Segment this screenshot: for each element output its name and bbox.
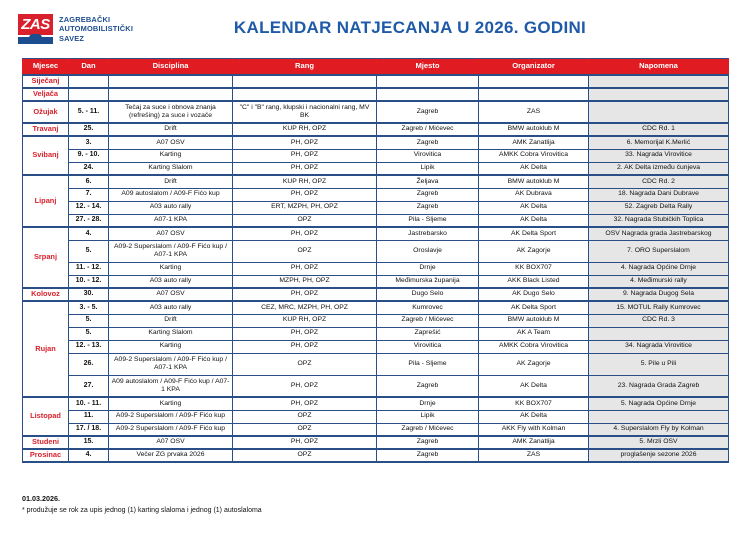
- disciplina-cell: A07-1 KPA: [109, 214, 233, 227]
- month-cell: Ožujak: [23, 101, 69, 123]
- rang-cell: MZPH, PH, OPZ: [233, 275, 377, 288]
- mjesto-cell: Zagreb: [377, 201, 479, 214]
- table-row: [23, 397, 729, 410]
- table-row: [23, 262, 729, 275]
- disciplina-cell: A09-2 Superslalom / A09-F Fićo kup: [109, 410, 233, 423]
- rang-cell: KUP RH, OPZ: [233, 175, 377, 188]
- table-head: [23, 59, 729, 76]
- day-cell: 5.: [69, 327, 109, 340]
- table-row: [23, 353, 729, 375]
- napomena-cell: OSV Nagrada grada Jastrebarskog: [589, 227, 729, 240]
- day-cell: 12. - 13.: [69, 340, 109, 353]
- napomena-cell: [589, 75, 729, 88]
- napomena-cell: 52. Zagreb Delta Rally: [589, 201, 729, 214]
- page-title: KALENDAR NATJECANJA U 2026. GODINI: [233, 17, 587, 37]
- day-cell: [69, 88, 109, 101]
- organizator-cell: AMK Zanatlija: [479, 436, 589, 449]
- col-header-mjesto: Mjesto: [377, 59, 479, 76]
- disciplina-cell: A09 autoslalom / A09-F Fićo kup / A07-1 KPA: [109, 375, 233, 397]
- table-row: [23, 101, 729, 123]
- disciplina-cell: Drift: [109, 123, 233, 136]
- mjesto-cell: Zaprešić: [377, 327, 479, 340]
- organizator-cell: AKK Black Listed: [479, 275, 589, 288]
- day-cell: 3. - 5.: [69, 301, 109, 314]
- disciplina-cell: A07 OSV: [109, 288, 233, 301]
- mjesto-cell: Zagreb / Mićevec: [377, 423, 479, 436]
- organizator-cell: AK Delta: [479, 410, 589, 423]
- table-row: [23, 149, 729, 162]
- organizator-cell: AK Delta Sport: [479, 227, 589, 240]
- organizator-cell: ZAS: [479, 101, 589, 123]
- organizator-cell: AK Delta: [479, 375, 589, 397]
- disciplina-cell: A09-2 Superslalom / A09-F Fićo kup / A07-1 KPA: [109, 353, 233, 375]
- day-cell: 26.: [69, 353, 109, 375]
- rang-cell: PH, OPZ: [233, 327, 377, 340]
- footer-note: * produžuje se rok za upis jednog (1) karting slaloma i jednog (1) autoslaloma: [22, 507, 262, 514]
- mjesto-cell: Pila - Sljeme: [377, 214, 479, 227]
- rang-cell: PH, OPZ: [233, 436, 377, 449]
- table-row: [23, 162, 729, 175]
- table-row: [23, 340, 729, 353]
- day-cell: [69, 75, 109, 88]
- col-header-dan: Dan: [69, 59, 109, 76]
- table-row: [23, 136, 729, 149]
- logo-zas-text: ZAS: [21, 16, 50, 33]
- month-cell: Srpanj: [23, 227, 69, 288]
- day-cell: 15.: [69, 436, 109, 449]
- napomena-cell: [589, 410, 729, 423]
- day-cell: 17. / 18.: [69, 423, 109, 436]
- napomena-cell: 5. Pile u Pili: [589, 353, 729, 375]
- napomena-cell: 7. ORO Superslalom: [589, 240, 729, 262]
- logo-line-1: ZAGREBAČKI: [59, 15, 111, 25]
- rang-cell: OPZ: [233, 240, 377, 262]
- month-cell: Siječanj: [23, 75, 69, 88]
- disciplina-cell: A07 OSV: [109, 436, 233, 449]
- mjesto-cell: Zagreb: [377, 375, 479, 397]
- day-cell: 27. - 28.: [69, 214, 109, 227]
- mjesto-cell: Drnje: [377, 397, 479, 410]
- day-cell: 5.: [69, 240, 109, 262]
- col-header-mjesec: Mjesec: [23, 59, 69, 76]
- mjesto-cell: Pila - Sljeme: [377, 353, 479, 375]
- month-cell: Kolovoz: [23, 288, 69, 301]
- rang-cell: OPZ: [233, 353, 377, 375]
- disciplina-cell: [109, 88, 233, 101]
- organizator-cell: [479, 75, 589, 88]
- day-cell: 12. - 14.: [69, 201, 109, 214]
- month-cell: Svibanj: [23, 136, 69, 175]
- napomena-cell: 4. Međimurski rally: [589, 275, 729, 288]
- day-cell: 5.: [69, 314, 109, 327]
- organizator-cell: AK Zagorje: [479, 240, 589, 262]
- rang-cell: KUP RH, OPZ: [233, 314, 377, 327]
- day-cell: 11. - 12.: [69, 262, 109, 275]
- calendar-table: [22, 58, 729, 463]
- zas-logo: [18, 14, 133, 44]
- day-cell: 7.: [69, 188, 109, 201]
- rang-cell: PH, OPZ: [233, 162, 377, 175]
- rang-cell: OPZ: [233, 214, 377, 227]
- disciplina-cell: Karting: [109, 149, 233, 162]
- napomena-cell: [589, 88, 729, 101]
- napomena-cell: 15. MOTUL Rally Kumrovec: [589, 301, 729, 314]
- disciplina-cell: A07 OSV: [109, 136, 233, 149]
- mjesto-cell: [377, 75, 479, 88]
- mjesto-cell: Zagreb: [377, 136, 479, 149]
- col-header-napomena: Napomena: [589, 59, 729, 76]
- napomena-cell: 2. AK Delta između čunjeva: [589, 162, 729, 175]
- day-cell: 27.: [69, 375, 109, 397]
- disciplina-cell: Karting: [109, 397, 233, 410]
- rang-cell: PH, OPZ: [233, 340, 377, 353]
- zas-logo-mark-icon: [18, 14, 53, 44]
- organizator-cell: AK Delta: [479, 201, 589, 214]
- organizator-cell: AK Dugo Selo: [479, 288, 589, 301]
- organizator-cell: ZAS: [479, 449, 589, 462]
- rang-cell: ERT, MZPH, PH, OPZ: [233, 201, 377, 214]
- month-cell: Listopad: [23, 397, 69, 436]
- day-cell: 24.: [69, 162, 109, 175]
- rang-cell: KUP RH, OPZ: [233, 123, 377, 136]
- organizator-cell: AKK Fly with Kolman: [479, 423, 589, 436]
- day-cell: 5. - 11.: [69, 101, 109, 123]
- rang-cell: PH, OPZ: [233, 188, 377, 201]
- mjesto-cell: Međimurska županija: [377, 275, 479, 288]
- col-header-rang: Rang: [233, 59, 377, 76]
- rang-cell: OPZ: [233, 410, 377, 423]
- calendar-table-wrap: [22, 58, 728, 463]
- mjesto-cell: Zagreb / Mićevec: [377, 123, 479, 136]
- day-cell: 25.: [69, 123, 109, 136]
- napomena-cell: 5. Nagrada Općine Drnje: [589, 397, 729, 410]
- disciplina-cell: A03 auto rally: [109, 301, 233, 314]
- napomena-cell: 33. Nagrada Virovitice: [589, 149, 729, 162]
- mjesto-cell: Jastrebarsko: [377, 227, 479, 240]
- disciplina-cell: A03 auto rally: [109, 201, 233, 214]
- mjesto-cell: Zagreb: [377, 101, 479, 123]
- table-row: [23, 275, 729, 288]
- mjesto-cell: Zagreb: [377, 436, 479, 449]
- organizator-cell: AK Delta: [479, 214, 589, 227]
- day-cell: 10. - 11.: [69, 397, 109, 410]
- rang-cell: PH, OPZ: [233, 288, 377, 301]
- page-header: [0, 0, 750, 55]
- col-header-disciplina: Disciplina: [109, 59, 233, 76]
- rang-cell: PH, OPZ: [233, 136, 377, 149]
- day-cell: 11.: [69, 410, 109, 423]
- month-cell: Prosinac: [23, 449, 69, 462]
- table-row: [23, 240, 729, 262]
- mjesto-cell: Drnje: [377, 262, 479, 275]
- disciplina-cell: Karting Slalom: [109, 327, 233, 340]
- napomena-cell: CDC Rd. 1: [589, 123, 729, 136]
- day-cell: 10. - 12.: [69, 275, 109, 288]
- disciplina-cell: A03 auto rally: [109, 275, 233, 288]
- rang-cell: [233, 75, 377, 88]
- mjesto-cell: Virovitica: [377, 149, 479, 162]
- organizator-cell: KK BOX707: [479, 262, 589, 275]
- logo-line-2: AUTOMOBILISTIČKI: [59, 24, 134, 34]
- disciplina-cell: [109, 75, 233, 88]
- rang-cell: OPZ: [233, 449, 377, 462]
- disciplina-cell: Večer ZG prvaka 2026: [109, 449, 233, 462]
- napomena-cell: [589, 327, 729, 340]
- table-row: [23, 188, 729, 201]
- table-row: [23, 175, 729, 188]
- disciplina-cell: Tečaj za suce i obnova znanja (refrešing) za suce i vozače: [109, 101, 233, 123]
- organizator-cell: AMKK Cobra Virovitica: [479, 340, 589, 353]
- page-footer: [22, 494, 722, 514]
- rang-cell: PH, OPZ: [233, 227, 377, 240]
- table-row: [23, 288, 729, 301]
- rang-cell: PH, OPZ: [233, 149, 377, 162]
- mjesto-cell: Oroslavje: [377, 240, 479, 262]
- logo-line-3: SAVEZ: [59, 33, 85, 43]
- organizator-cell: [479, 88, 589, 101]
- napomena-cell: 18. Nagrada Dani Dubrave: [589, 188, 729, 201]
- rang-cell: "C" i "B" rang, klupski i nacionalni rang, MV BK: [233, 101, 377, 123]
- napomena-cell: 23. Nagrada Grada Zagreb: [589, 375, 729, 397]
- organizator-cell: AK Delta: [479, 162, 589, 175]
- table-row: [23, 75, 729, 88]
- day-cell: 30.: [69, 288, 109, 301]
- day-cell: 6.: [69, 175, 109, 188]
- disciplina-cell: Karting: [109, 340, 233, 353]
- mjesto-cell: Kumrovec: [377, 301, 479, 314]
- table-row: [23, 88, 729, 101]
- table-row: [23, 449, 729, 462]
- napomena-cell: 6. Memorijal K.Merlić: [589, 136, 729, 149]
- table-row: [23, 314, 729, 327]
- mjesto-cell: Lipik: [377, 162, 479, 175]
- mjesto-cell: Virovitica: [377, 340, 479, 353]
- organizator-cell: BMW autoklub M: [479, 175, 589, 188]
- organizator-cell: AK A Team: [479, 327, 589, 340]
- napomena-cell: 4. Nagrada Općine Drnje: [589, 262, 729, 275]
- mjesto-cell: Zagreb: [377, 449, 479, 462]
- disciplina-cell: A09-2 Superslalom / A09-F Fićo kup: [109, 423, 233, 436]
- napomena-cell: 4. Superslalom Fly by Kolman: [589, 423, 729, 436]
- napomena-cell: proglašenje sezone 2026: [589, 449, 729, 462]
- day-cell: 9. - 10.: [69, 149, 109, 162]
- month-cell: Rujan: [23, 301, 69, 397]
- table-row: [23, 410, 729, 423]
- table-row: [23, 423, 729, 436]
- napomena-cell: 9. Nagrada Dugog Sela: [589, 288, 729, 301]
- disciplina-cell: A09 autoslalom / A09-F Fićo kup: [109, 188, 233, 201]
- disciplina-cell: Karting Slalom: [109, 162, 233, 175]
- table-row: [23, 227, 729, 240]
- rang-cell: CEZ, MRC, MZPH, PH, OPZ: [233, 301, 377, 314]
- napomena-cell: 5. Mrzli OSV: [589, 436, 729, 449]
- rang-cell: PH, OPZ: [233, 262, 377, 275]
- month-cell: Studeni: [23, 436, 69, 449]
- table-row: [23, 201, 729, 214]
- day-cell: 3.: [69, 136, 109, 149]
- month-cell: Lipanj: [23, 175, 69, 227]
- table-row: [23, 214, 729, 227]
- napomena-cell: CDC Rd. 3: [589, 314, 729, 327]
- day-cell: 4.: [69, 227, 109, 240]
- table-row: [23, 301, 729, 314]
- footer-date: 01.03.2026.: [22, 494, 60, 503]
- napomena-cell: 34. Nagrada Virovitice: [589, 340, 729, 353]
- month-cell: Travanj: [23, 123, 69, 136]
- mjesto-cell: Dugo Selo: [377, 288, 479, 301]
- rang-cell: PH, OPZ: [233, 375, 377, 397]
- organizator-cell: KK BOX707: [479, 397, 589, 410]
- organizator-cell: AMK Zanatlija: [479, 136, 589, 149]
- rang-cell: PH, OPZ: [233, 397, 377, 410]
- mjesto-cell: Željava: [377, 175, 479, 188]
- col-header-organizator: Organizator: [479, 59, 589, 76]
- rang-cell: OPZ: [233, 423, 377, 436]
- zas-logo-text: [59, 15, 133, 43]
- day-cell: 4.: [69, 449, 109, 462]
- rang-cell: [233, 88, 377, 101]
- logo-blue-bar: [18, 37, 53, 44]
- table-row: [23, 436, 729, 449]
- table-row: [23, 327, 729, 340]
- organizator-cell: AK Dubrava: [479, 188, 589, 201]
- organizator-cell: AK Zagorje: [479, 353, 589, 375]
- disciplina-cell: Karting: [109, 262, 233, 275]
- mjesto-cell: Zagreb / Mićevec: [377, 314, 479, 327]
- table-header-row: [23, 59, 729, 76]
- napomena-cell: [589, 101, 729, 123]
- disciplina-cell: Drift: [109, 314, 233, 327]
- month-cell: Veljača: [23, 88, 69, 101]
- organizator-cell: AMKK Cobra Virovitica: [479, 149, 589, 162]
- mjesto-cell: Zagreb: [377, 188, 479, 201]
- napomena-cell: 32. Nagrada Stubičkih Toplica: [589, 214, 729, 227]
- table-body: [23, 75, 729, 462]
- organizator-cell: BMW autoklub M: [479, 314, 589, 327]
- disciplina-cell: Drift: [109, 175, 233, 188]
- mjesto-cell: [377, 88, 479, 101]
- table-row: [23, 375, 729, 397]
- table-row: [23, 123, 729, 136]
- organizator-cell: BMW autoklub M: [479, 123, 589, 136]
- disciplina-cell: A07 OSV: [109, 227, 233, 240]
- disciplina-cell: A09-2 Superslalom / A09-F Fićo kup / A07-1 KPA: [109, 240, 233, 262]
- organizator-cell: AK Delta Sport: [479, 301, 589, 314]
- mjesto-cell: Lipik: [377, 410, 479, 423]
- napomena-cell: CDC Rd. 2: [589, 175, 729, 188]
